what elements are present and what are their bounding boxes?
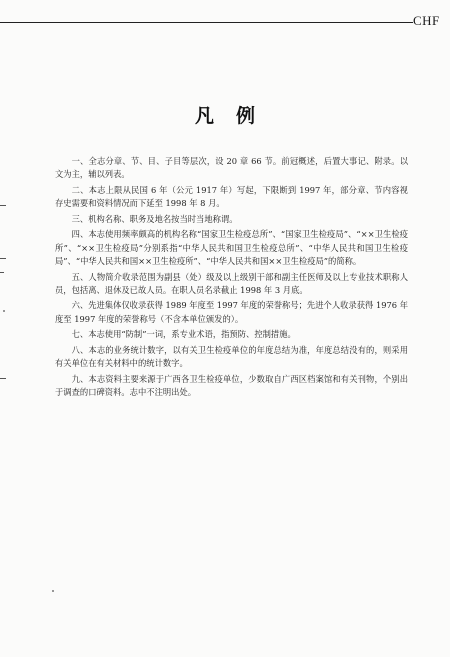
binding-edge-mark: [0, 378, 6, 379]
scan-speck: [52, 590, 54, 592]
binding-edge-mark: [0, 272, 4, 273]
scan-speck: [3, 310, 5, 312]
paragraph: 一、全志分章、节、目、子目等层次，设 20 章 66 节。前冠概述，后置大事记、附录。以文为主，辅以列表。: [55, 156, 408, 180]
paragraph: 五、人物简介收录范围为副县（处）级及以上级别干部和副主任医师及以上专业技术职称人员，包括离、退休及已故人员。在职人员名录截止 1998 年 3 月底。: [55, 271, 408, 295]
body-text: [55, 155, 408, 402]
paragraph: 九、本志资料主要来源于广西各卫生检疫单位，少数取自广西区档案馆和有关刊物，个别出于调查的口碑资料。志中不注明出处。: [55, 373, 408, 398]
header-code: CHF: [413, 13, 440, 28]
header-rule: [0, 22, 413, 23]
binding-edge-mark: [0, 258, 6, 259]
paragraph: 三、机构名称、职务及地名按当时当地称谓。: [71, 213, 238, 224]
paragraph: 七、本志使用“防制”一词，系专业术语，指预防、控制措施。: [71, 329, 296, 340]
paragraph: 六、先进集体仅收录获得 1989 年度至 1997 年度的荣誉称号；先进个人收录获得 1976 年度至 1997 年度的荣誉称号（不含本单位颁发的）。: [55, 300, 408, 324]
page-title: 凡例: [194, 105, 277, 127]
paragraph: 二、本志上限从民国 6 年（公元 1917 年）写起，下限断到 1997 年，部分章、节内容视存史需要和资料情况而下延至 1998 年 8 月。: [55, 184, 408, 209]
paragraph: 四、本志使用频率颇高的机构名称“国家卫生检疫总所”、“国家卫生检疫局”、“××卫生检疫所”、“××卫生检疫局”分别系指“中华人民共和国卫生检疫总所”、“中华人民共和国卫生检疫局”、“中华人民共和国××卫生检疫所”、“中华人民共和国××卫生检疫局”的简称。: [55, 229, 408, 266]
paragraph: 八、本志的业务统计数字，以有关卫生检疫单位的年度总结为准，年度总结没有的，则采用有关单位在有关材料中的统计数字。: [55, 344, 408, 369]
binding-edge-mark: [0, 205, 6, 206]
